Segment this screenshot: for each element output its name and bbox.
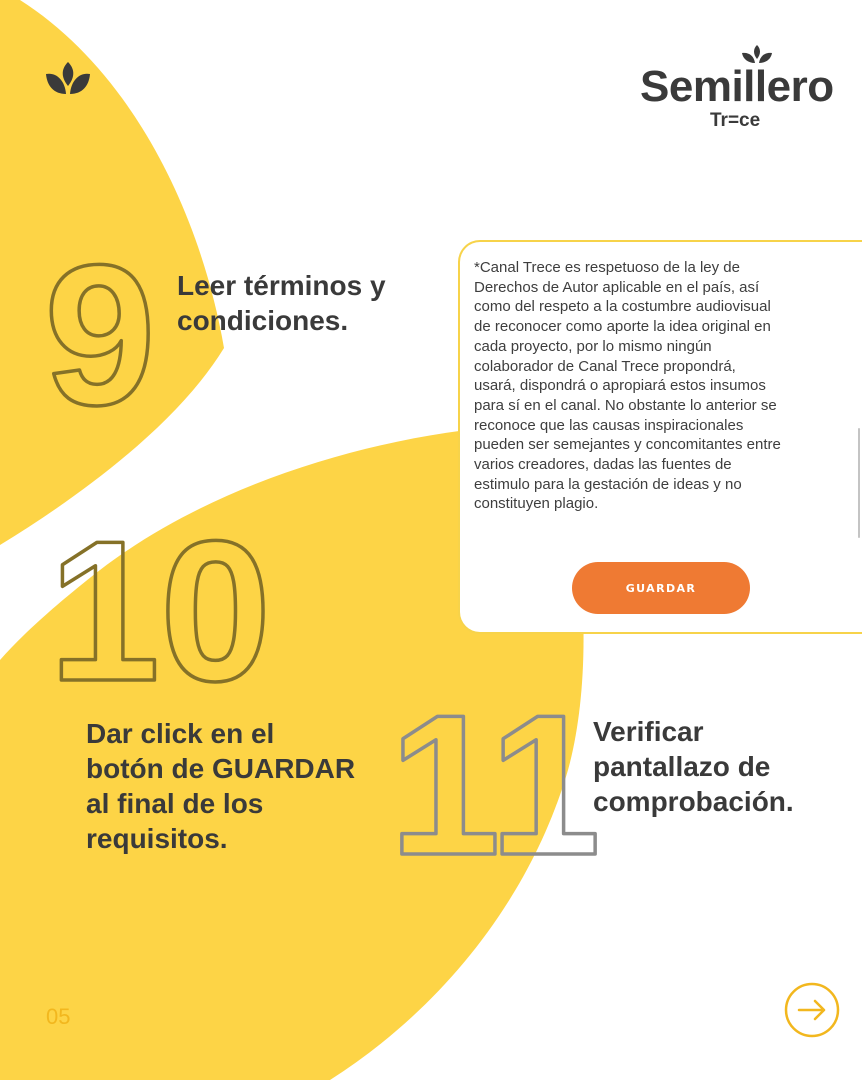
- step-number-11: [389, 674, 601, 897]
- terms-line: *Canal Trece es respetuoso de la ley de: [474, 259, 740, 276]
- semillero-logo: [636, 44, 846, 136]
- next-page-button[interactable]: [784, 982, 840, 1038]
- logo-wordmark: Semillero: [640, 62, 834, 111]
- step-9-text: [177, 268, 386, 338]
- terms-line: colaborador de Canal Trece propondrá,: [474, 357, 736, 375]
- step-10-text: [86, 716, 355, 856]
- step-text-line: Dar click en el: [86, 718, 275, 749]
- terms-line: usará, dispondrá o apropiará estos insumos: [474, 377, 766, 395]
- logo-subtitle: Tr=ce: [710, 110, 761, 131]
- page-number: 05: [46, 1004, 71, 1029]
- step-text-line: condiciones.: [177, 305, 349, 336]
- save-button[interactable]: GUARDAR: [572, 562, 750, 614]
- terms-line: para sí en el canal. No obstante lo anterior se: [474, 396, 777, 414]
- step-text-line: pantallazo de: [593, 751, 771, 782]
- terms-line: Derechos de Autor aplicable en el país, así: [474, 278, 760, 296]
- step-text-line: comprobación.: [593, 786, 794, 817]
- terms-line: cada proyecto, por lo mismo ningún: [474, 337, 712, 355]
- step-text-line: Leer términos y: [177, 270, 386, 301]
- terms-scrollbar[interactable]: [858, 428, 860, 538]
- svg-text:9: 9: [44, 224, 156, 447]
- step-number-10: [40, 500, 280, 723]
- terms-line: estimulo para la gestación de ideas y no: [474, 475, 742, 493]
- terms-line: de reconocer como aporte la idea original en: [474, 318, 771, 336]
- svg-text:10: 10: [48, 500, 272, 723]
- step-text-line: botón de GUARDAR: [86, 753, 356, 784]
- step-11-text: [593, 714, 794, 819]
- step-number-9: [30, 224, 170, 447]
- step-text-line: Verificar: [593, 716, 704, 747]
- step-text-line: requisitos.: [86, 823, 228, 854]
- lotus-icon: [44, 60, 92, 100]
- terms-line: varios creadores, dadas las fuentes de: [474, 456, 732, 474]
- terms-line: reconoce que las causas inspiracionales: [474, 416, 744, 434]
- arrow-right-circle-icon: [784, 982, 840, 1038]
- terms-text: [474, 258, 854, 514]
- terms-line: pueden ser semejantes y concomitantes entre: [474, 436, 781, 454]
- terms-card: [458, 240, 862, 634]
- terms-line: constituyen plagio.: [474, 495, 599, 513]
- svg-text:11: 11: [389, 674, 601, 897]
- step-text-line: al final de los: [86, 788, 264, 819]
- terms-line: como del respeto a la costumbre audiovisual: [474, 298, 771, 316]
